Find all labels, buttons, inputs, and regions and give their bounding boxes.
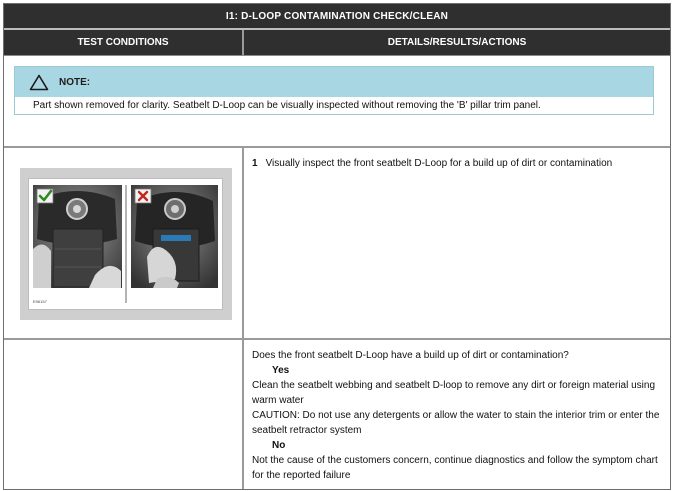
figure-frame: [20, 168, 232, 320]
diagnostic-table: [3, 3, 671, 490]
note-box: [14, 66, 654, 115]
cross-badge: [135, 189, 151, 203]
note-label: NOTE:: [59, 76, 91, 88]
question-details-cell: [244, 340, 670, 489]
d-loop-comparison-image: [29, 179, 222, 309]
step-number: 1: [252, 158, 258, 169]
note-header: [15, 67, 653, 97]
yes-action: Clean the seatbelt webbing and seatbelt D-loop to remove any dirt or foreign material using warm water: [252, 380, 656, 406]
figure-code: E96157: [33, 299, 47, 304]
step-row: [4, 148, 670, 340]
no-action: Not the cause of the customers concern, continue diagnostics and follow the symptom chart for the reported failure: [252, 455, 658, 481]
step-details-cell: [244, 148, 670, 338]
column-header-details: DETAILS/RESULTS/ACTIONS: [387, 37, 527, 48]
no-label: No: [272, 440, 286, 451]
column-header-row: [4, 30, 670, 56]
note-section: [4, 56, 670, 148]
question-row: [4, 340, 670, 489]
step-1: [244, 148, 670, 171]
table-title: I1: D-LOOP CONTAMINATION CHECK/CLEAN: [4, 4, 670, 30]
step-text: Visually inspect the front seatbelt D-Loop for a build up of dirt or contamination: [265, 158, 613, 169]
yes-caution: CAUTION: Do not use any detergents or allow the water to stain the interior trim or enter the seatbelt retractor system: [252, 410, 660, 436]
warning-triangle-icon: [29, 74, 49, 91]
yes-label: Yes: [272, 365, 290, 376]
note-text: Part shown removed for clarity. Seatbelt D-Loop can be visually inspected without removing the 'B' pillar trim panel.: [15, 97, 653, 114]
empty-condition-cell: [4, 340, 244, 489]
check-badge: [37, 189, 53, 203]
test-condition-cell: [4, 148, 244, 338]
question-text: Does the front seatbelt D-Loop have a build up of dirt or contamination?: [252, 350, 569, 361]
column-header-test-conditions: TEST CONDITIONS: [4, 30, 244, 55]
figure-panel: [28, 178, 223, 310]
question-block: [244, 340, 670, 483]
